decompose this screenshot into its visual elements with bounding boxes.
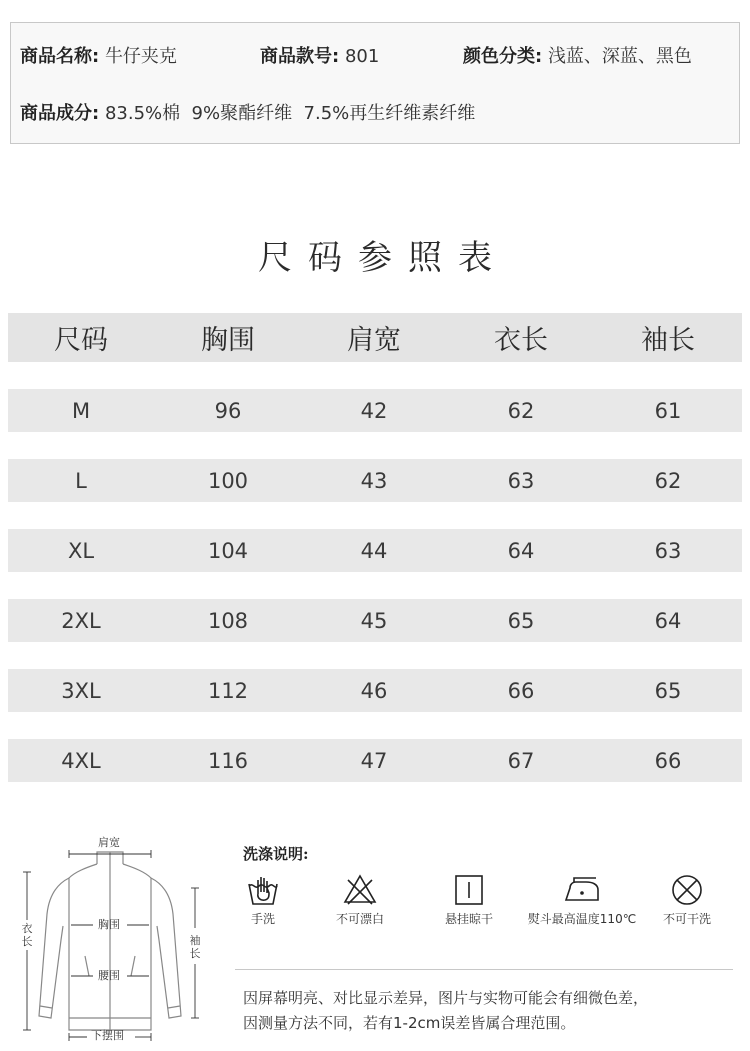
hand-wash-label: 手洗 — [250, 912, 275, 926]
size-row-m — [8, 389, 742, 432]
size-chart-header — [8, 313, 742, 362]
chest-cell: 112 — [207, 678, 249, 703]
hem-label: 下摆围 — [91, 1029, 124, 1042]
hang-dry-icon — [451, 872, 487, 908]
size-row-xl — [8, 529, 742, 572]
color-notice: 因屏幕明亮、对比显示差异，图片与实物可能会有细微色差， — [243, 989, 649, 1007]
sleeve-cell: 64 — [654, 608, 682, 633]
header-chest: 胸围 — [201, 325, 255, 356]
product-color-label: 颜色分类: — [463, 46, 543, 67]
chest-cell: 108 — [207, 608, 249, 633]
length-cell: 66 — [507, 678, 535, 703]
header-length: 衣长 — [494, 325, 548, 356]
size-row-3xl — [8, 669, 742, 712]
product-material-value: 83.5%棉 9%聚酯纤维 7.5%再生纤维素纤维 — [104, 103, 476, 124]
product-info-row-2 — [11, 102, 739, 126]
size-row-2xl — [8, 599, 742, 642]
product-color-value: 浅蓝、深蓝、黑色 — [547, 46, 692, 67]
chest-cell: 116 — [207, 748, 249, 773]
product-material-label: 商品成分: — [20, 103, 100, 124]
length-cell: 63 — [507, 468, 535, 493]
chest-cell: 96 — [214, 398, 242, 423]
sleeve-label: 袖长 — [189, 934, 201, 960]
product-color — [463, 45, 692, 69]
header-shoulder: 肩宽 — [347, 325, 401, 356]
size-cell: M — [71, 398, 91, 423]
no-tumble-dry-icon — [669, 872, 705, 908]
size-cell: 3XL — [61, 678, 101, 703]
no-bleach-icon — [342, 872, 378, 908]
size-cell: L — [75, 468, 87, 493]
wash-title: 洗涤说明: — [243, 845, 309, 863]
header-sleeve: 袖长 — [641, 325, 695, 356]
size-chart-title: 尺码参照表 — [258, 238, 508, 278]
product-info-box — [10, 22, 740, 144]
size-cell: XL — [67, 538, 95, 563]
sleeve-cell: 66 — [654, 748, 682, 773]
waist-label: 腰围 — [98, 969, 120, 982]
product-name — [20, 45, 177, 69]
hang-dry-label: 悬挂晾干 — [444, 912, 493, 926]
header-size: 尺码 — [54, 325, 108, 356]
no-bleach-label: 不可漂白 — [335, 912, 384, 926]
care-item-no-bleach — [305, 872, 415, 926]
length-label: 衣长 — [21, 922, 33, 948]
size-cell: 2XL — [61, 608, 101, 633]
iron-label: 熨斗最高温度110℃ — [527, 912, 637, 926]
care-item-hang-dry — [414, 872, 524, 926]
measurement-notice: 因测量方法不同，若有1-2cm误差皆属合理范围。 — [243, 1014, 576, 1032]
hand-wash-icon — [245, 872, 281, 908]
chest-label: 胸围 — [98, 918, 120, 931]
care-item-hand-wash — [208, 872, 318, 926]
product-info-row-1 — [11, 45, 739, 69]
chest-cell: 104 — [207, 538, 249, 563]
shoulder-cell: 44 — [360, 538, 388, 563]
size-row-4xl — [8, 739, 742, 782]
iron-icon — [562, 872, 602, 908]
shoulder-cell: 42 — [360, 398, 388, 423]
product-style-label: 商品款号: — [260, 46, 340, 67]
size-cell: 4XL — [61, 748, 101, 773]
care-item-no-tumble-dry — [632, 872, 742, 926]
product-style — [260, 45, 379, 69]
jacket-outline-icon — [5, 830, 220, 1045]
length-cell: 65 — [507, 608, 535, 633]
product-name-value: 牛仔夹克 — [104, 46, 177, 67]
shoulder-cell: 46 — [360, 678, 388, 703]
shoulder-label: 肩宽 — [98, 836, 120, 849]
care-item-iron — [527, 872, 637, 926]
sleeve-cell: 65 — [654, 678, 682, 703]
product-name-label: 商品名称: — [20, 46, 100, 67]
sleeve-cell: 61 — [654, 398, 682, 423]
sleeve-cell: 63 — [654, 538, 682, 563]
length-cell: 62 — [507, 398, 535, 423]
notice-divider — [235, 969, 733, 970]
sleeve-cell: 62 — [654, 468, 682, 493]
chest-cell: 100 — [207, 468, 249, 493]
shoulder-cell: 43 — [360, 468, 388, 493]
length-cell: 64 — [507, 538, 535, 563]
size-row-l — [8, 459, 742, 502]
shoulder-cell: 47 — [360, 748, 388, 773]
shoulder-cell: 45 — [360, 608, 388, 633]
measurement-diagram — [5, 830, 220, 1045]
no-tumble-dry-label: 不可干洗 — [662, 912, 711, 926]
product-style-value: 801 — [344, 46, 380, 67]
length-cell: 67 — [507, 748, 535, 773]
product-material — [20, 102, 475, 126]
